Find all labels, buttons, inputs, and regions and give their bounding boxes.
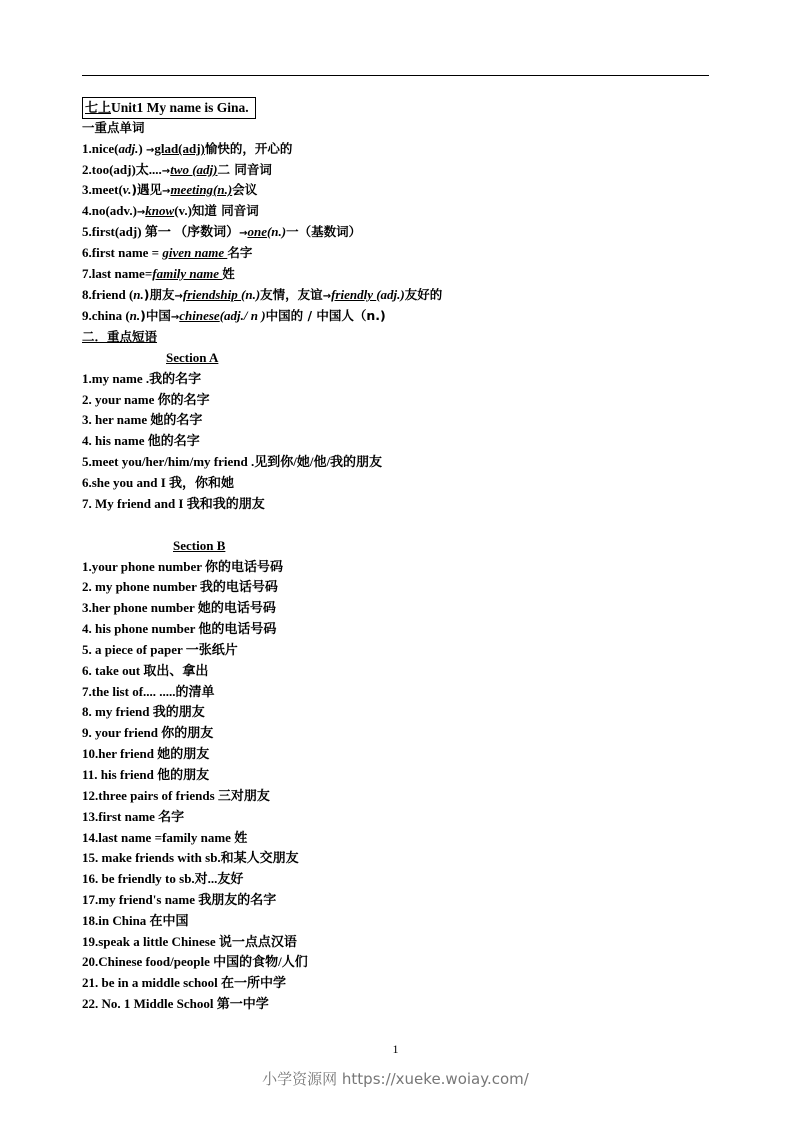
pos: (adj.) [376, 287, 405, 302]
vocab-term: 1.nice( [82, 141, 119, 156]
vocab-term: 8.friend ( [82, 287, 134, 302]
pos: adj. [118, 141, 139, 156]
arrow-right-icon: → [322, 291, 332, 302]
phrase-item: 9. your friend 你的朋友 [82, 725, 214, 740]
page-number: 1 [392, 1042, 399, 1056]
title-grade: 七上 [85, 101, 112, 116]
vocab-meaning: 中国的 / 中国人（n.) [265, 308, 386, 323]
vocab-item [82, 222, 361, 242]
vocab-text: ) [138, 141, 146, 156]
vocab-item [82, 306, 386, 326]
phrase-item: 18.in China 在中国 [82, 913, 189, 928]
phrase-item: 22. No. 1 Middle School 第一中学 [82, 996, 269, 1011]
pos: n. [133, 287, 144, 302]
vocab-term: 2.too(adj)太.... [82, 162, 162, 177]
phrase-item: 8. my friend 我的朋友 [82, 704, 205, 719]
arrow-right-icon: → [145, 145, 155, 156]
vocab-meaning: 会议 [232, 182, 258, 197]
phrase-item: 20.Chinese food/people 中国的食物/人们 [82, 954, 308, 969]
section-b-label: Section B [173, 538, 226, 553]
phrase-item: 15. make friends with sb.和某人交朋友 [82, 850, 299, 865]
phrase-item: 7.the list of.... .....的清单 [82, 684, 215, 699]
vocab-text: )遇见 [131, 182, 163, 197]
section-heading-phrases: 二．重点短语 [82, 329, 158, 344]
vocab-answer: glad(adj) [154, 141, 205, 156]
vocab-item [82, 160, 272, 180]
phrase-item: 7. My friend and I 我和我的朋友 [82, 496, 265, 511]
vocab-term: 3.meet( [82, 182, 123, 197]
phrase-item: 10.her friend 她的朋友 [82, 746, 210, 761]
vocab-item [82, 201, 259, 221]
phrase-item: 2. my phone number 我的电话号码 [82, 579, 278, 594]
vocab-item [82, 180, 257, 200]
vocab-term: 4.no(adv.) [82, 203, 137, 218]
vocab-answer: chinese [179, 308, 220, 323]
pos: v. [122, 182, 132, 197]
title-unit: Unit1 My name is Gina. [111, 100, 249, 115]
phrase-item: 12.three pairs of friends 三对朋友 [82, 788, 270, 803]
vocab-meaning: 姓 [222, 266, 235, 281]
pos: (n.) [241, 287, 261, 302]
phrase-item: 6.she you and I 我，你和她 [82, 475, 235, 490]
phrase-item: 5.meet you/her/him/my friend .见到你/她/他/我的朋友 [82, 454, 383, 469]
vocab-answer: family name [152, 266, 223, 281]
vocab-meaning: 二 同音词 [217, 162, 272, 177]
vocab-meaning: 愉快的，开心的 [204, 141, 293, 156]
phrase-item: 1.your phone number 你的电话号码 [82, 559, 284, 574]
section-a-label: Section A [166, 350, 219, 365]
arrow-right-icon: → [136, 207, 146, 218]
arrow-right-icon: → [174, 291, 183, 302]
pos: (n.) [266, 224, 287, 239]
vocab-meaning: 名字 [227, 245, 253, 260]
phrase-item: 13.first name 名字 [82, 809, 185, 824]
phrase-item: 16. be friendly to sb.对...友好 [82, 871, 244, 886]
vocab-answer: given name [162, 245, 228, 260]
phrase-item: 6. take out 取出、拿出 [82, 663, 209, 678]
vocab-item [82, 264, 235, 284]
vocab-meaning: 友好的 [404, 287, 443, 302]
phrase-item: 2. your name 你的名字 [82, 392, 210, 407]
arrow-right-icon: → [162, 186, 171, 197]
unit-title-box [82, 97, 256, 119]
phrase-item: 17.my friend's name 我朋友的名字 [82, 892, 277, 907]
vocab-text: )中国 [140, 308, 171, 323]
vocab-answer: know [145, 203, 175, 218]
phrase-item: 3. her name 她的名字 [82, 412, 203, 427]
vocab-answer: friendship [182, 287, 242, 302]
vocab-meaning: 知道 同音词 [191, 203, 259, 218]
vocab-meaning: 友情，友谊 [260, 287, 323, 302]
vocab-answer: meeting(n.) [170, 182, 233, 197]
vocab-item [82, 285, 442, 305]
vocab-term: 6.first name = [82, 245, 163, 260]
phrase-item: 4. his phone number 他的电话号码 [82, 621, 277, 636]
phrase-item: 19.speak a little Chinese 说一点点汉语 [82, 934, 297, 949]
vocab-term: 9.china ( [82, 308, 130, 323]
vocab-answer: one [247, 224, 267, 239]
phrase-item: 21. be in a middle school 在一所中学 [82, 975, 287, 990]
phrase-item: 3.her phone number 她的电话号码 [82, 600, 276, 615]
vocab-item [82, 139, 292, 159]
phrase-item: 11. his friend 他的朋友 [82, 767, 210, 782]
arrow-right-icon: → [161, 166, 171, 177]
footer-watermark: 小学资源网 https://xueke.woiay.com/ [262, 1070, 529, 1088]
phrase-item: 14.last name =family name 姓 [82, 830, 248, 845]
vocab-term: 7.last name= [82, 266, 153, 281]
vocab-answer: friendly [331, 287, 377, 302]
section-heading-words: 一重点单词 [82, 120, 145, 135]
vocab-item [82, 243, 252, 263]
pos: (v.) [174, 203, 192, 218]
vocab-answer: two (adj) [170, 162, 218, 177]
vocab-text: )朋友 [143, 287, 175, 302]
phrase-item: 4. his name 他的名字 [82, 433, 200, 448]
phrase-item: 1.my name .我的名字 [82, 371, 202, 386]
arrow-right-icon: → [239, 228, 248, 239]
vocab-meaning: 一（基数词） [286, 224, 362, 239]
pos: n. [129, 308, 141, 323]
phrase-item: 5. a piece of paper 一张纸片 [82, 642, 238, 657]
arrow-right-icon: → [170, 312, 180, 323]
vocab-term: 5.first(adj) 第一 （序数词） [82, 224, 240, 239]
header-rule [82, 75, 709, 76]
pos: (adj./ n ) [219, 308, 266, 323]
